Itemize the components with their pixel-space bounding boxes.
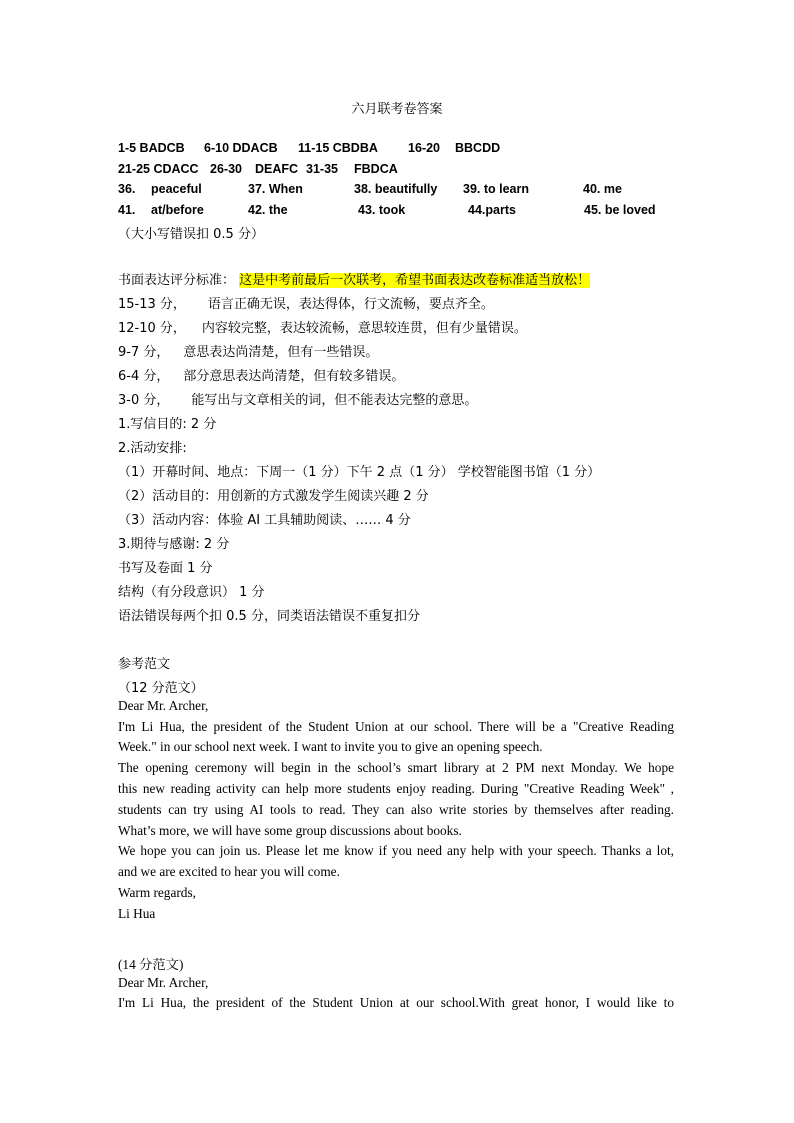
scoring-point: 2.活动安排: (118, 441, 187, 456)
answer-44: 44.parts (468, 203, 516, 217)
essay-line: I'm Li Hua, the president of the Student Union at our school.With great honor, I would like to (118, 995, 674, 1010)
essay-line: Dear Mr. Archer, (118, 975, 209, 990)
essay-12-label: （12 分范文） (118, 681, 204, 696)
sample-heading: 参考范文 (118, 657, 171, 672)
answer-42: 42. the (248, 203, 288, 217)
scoring-point: （3）活动内容：体验 AI 工具辅助阅读、…… 4 分 (118, 513, 411, 528)
score-desc: 语言正确无误，表达得体，行文流畅，要点齐全。 (207, 297, 494, 312)
answer-key-31-35: FBDCA (354, 162, 398, 176)
answer-key-26-30-label: 26-30 (210, 162, 242, 176)
answer-41: at/before (151, 203, 204, 217)
score-range: 9-7 分， (118, 345, 170, 360)
case-error-note: （大小写错误扣 0.5 分） (118, 227, 264, 242)
essay-line: What’s more, we will have some group discussions about books. (118, 823, 462, 838)
scoring-point: 书写及卷面 1 分 (118, 561, 213, 576)
answer-key-31-35-label: 31-35 (306, 162, 338, 176)
scoring-point: （2）活动目的：用创新的方式激发学生阅读兴趣 2 分 (118, 489, 429, 504)
answer-38: 38. beautifully (354, 182, 438, 196)
answer-key-11-15: 11-15 CBDBA (298, 141, 378, 155)
score-range: 3-0 分， (118, 393, 170, 408)
score-range: 6-4 分， (118, 369, 170, 384)
essay-line: students can try using AI tools to read. They can also write stories by themselves after reading. (118, 802, 674, 817)
score-level (118, 317, 527, 336)
answer-key-16-20: BBCDD (455, 141, 501, 155)
writing-criteria-label: 书面表达评分标准： (118, 273, 236, 288)
answer-key-16-20-label: 16-20 (408, 141, 440, 155)
score-level (118, 365, 404, 384)
answer-key-1-5: 1-5 BADCB (118, 141, 185, 155)
answer-41-num: 41. (118, 203, 136, 217)
answer-36: peaceful (151, 182, 202, 196)
highlighted-note: 这是中考前最后一次联考，希望书面表达改卷标准适当放松！ (239, 273, 591, 288)
score-desc: 内容较完整，表达较流畅，意思较连贯，但有少量错误。 (201, 321, 527, 336)
essay-line: We hope you can join us. Please let me know if you need any help with your speech. Thanks a lot, (118, 843, 674, 858)
answer-45: 45. be loved (584, 203, 656, 217)
answer-37: 37. When (248, 182, 303, 196)
score-desc: 意思表达尚清楚，但有一些错误。 (183, 345, 379, 360)
scoring-point: 3.期待与感谢: 2 分 (118, 537, 230, 552)
score-range: 12-10 分， (118, 321, 186, 336)
essay-14-label: (14 分范文) (118, 957, 184, 972)
essay-line: Warm regards, (118, 885, 196, 900)
answer-key-21-25: 21-25 CDACC (118, 162, 199, 176)
scoring-point: 结构（有分段意识） 1 分 (118, 585, 265, 600)
page-title: 六月联考卷答案 (351, 102, 443, 117)
essay-line: Dear Mr. Archer, (118, 698, 209, 713)
scoring-point: （1）开幕时间、地点：下周一（1 分）下午 2 点（1 分） 学校智能图书馆（1 分） (118, 465, 601, 480)
score-range: 15-13 分， (118, 297, 186, 312)
answer-key-26-30: DEAFC (255, 162, 299, 176)
answer-43: 43. took (358, 203, 406, 217)
score-desc: 能写出与文章相关的词，但不能表达完整的意思。 (191, 393, 478, 408)
answer-39: 39. to learn (463, 182, 529, 196)
essay-line: Week." in our school next week. I want to invite you to give an opening speech. (118, 739, 543, 754)
score-level (118, 341, 378, 360)
score-level (118, 389, 477, 408)
essay-line: this new reading activity can help more students enjoy reading. During "Creative Reading Week" , (118, 781, 674, 796)
scoring-point: 语法错误每两个扣 0.5 分，同类语法错误不重复扣分 (118, 609, 420, 624)
answer-40: 40. me (583, 182, 622, 196)
score-desc: 部分意思表达尚清楚，但有较多错误。 (183, 369, 405, 384)
answer-key-6-10: 6-10 DDACB (204, 141, 278, 155)
essay-line: The opening ceremony will begin in the school’s smart library at 2 PM next Monday. We hope (118, 760, 674, 775)
essay-line: I'm Li Hua, the president of the Student Union at our school. There will be a "Creative Reading (118, 719, 674, 734)
score-level (118, 293, 494, 312)
essay-line: and we are excited to hear you will come. (118, 864, 340, 879)
answer-36-num: 36. (118, 182, 136, 196)
scoring-point: 1.写信目的: 2 分 (118, 417, 217, 432)
essay-line: Li Hua (118, 906, 156, 921)
writing-criteria-header (118, 269, 590, 288)
